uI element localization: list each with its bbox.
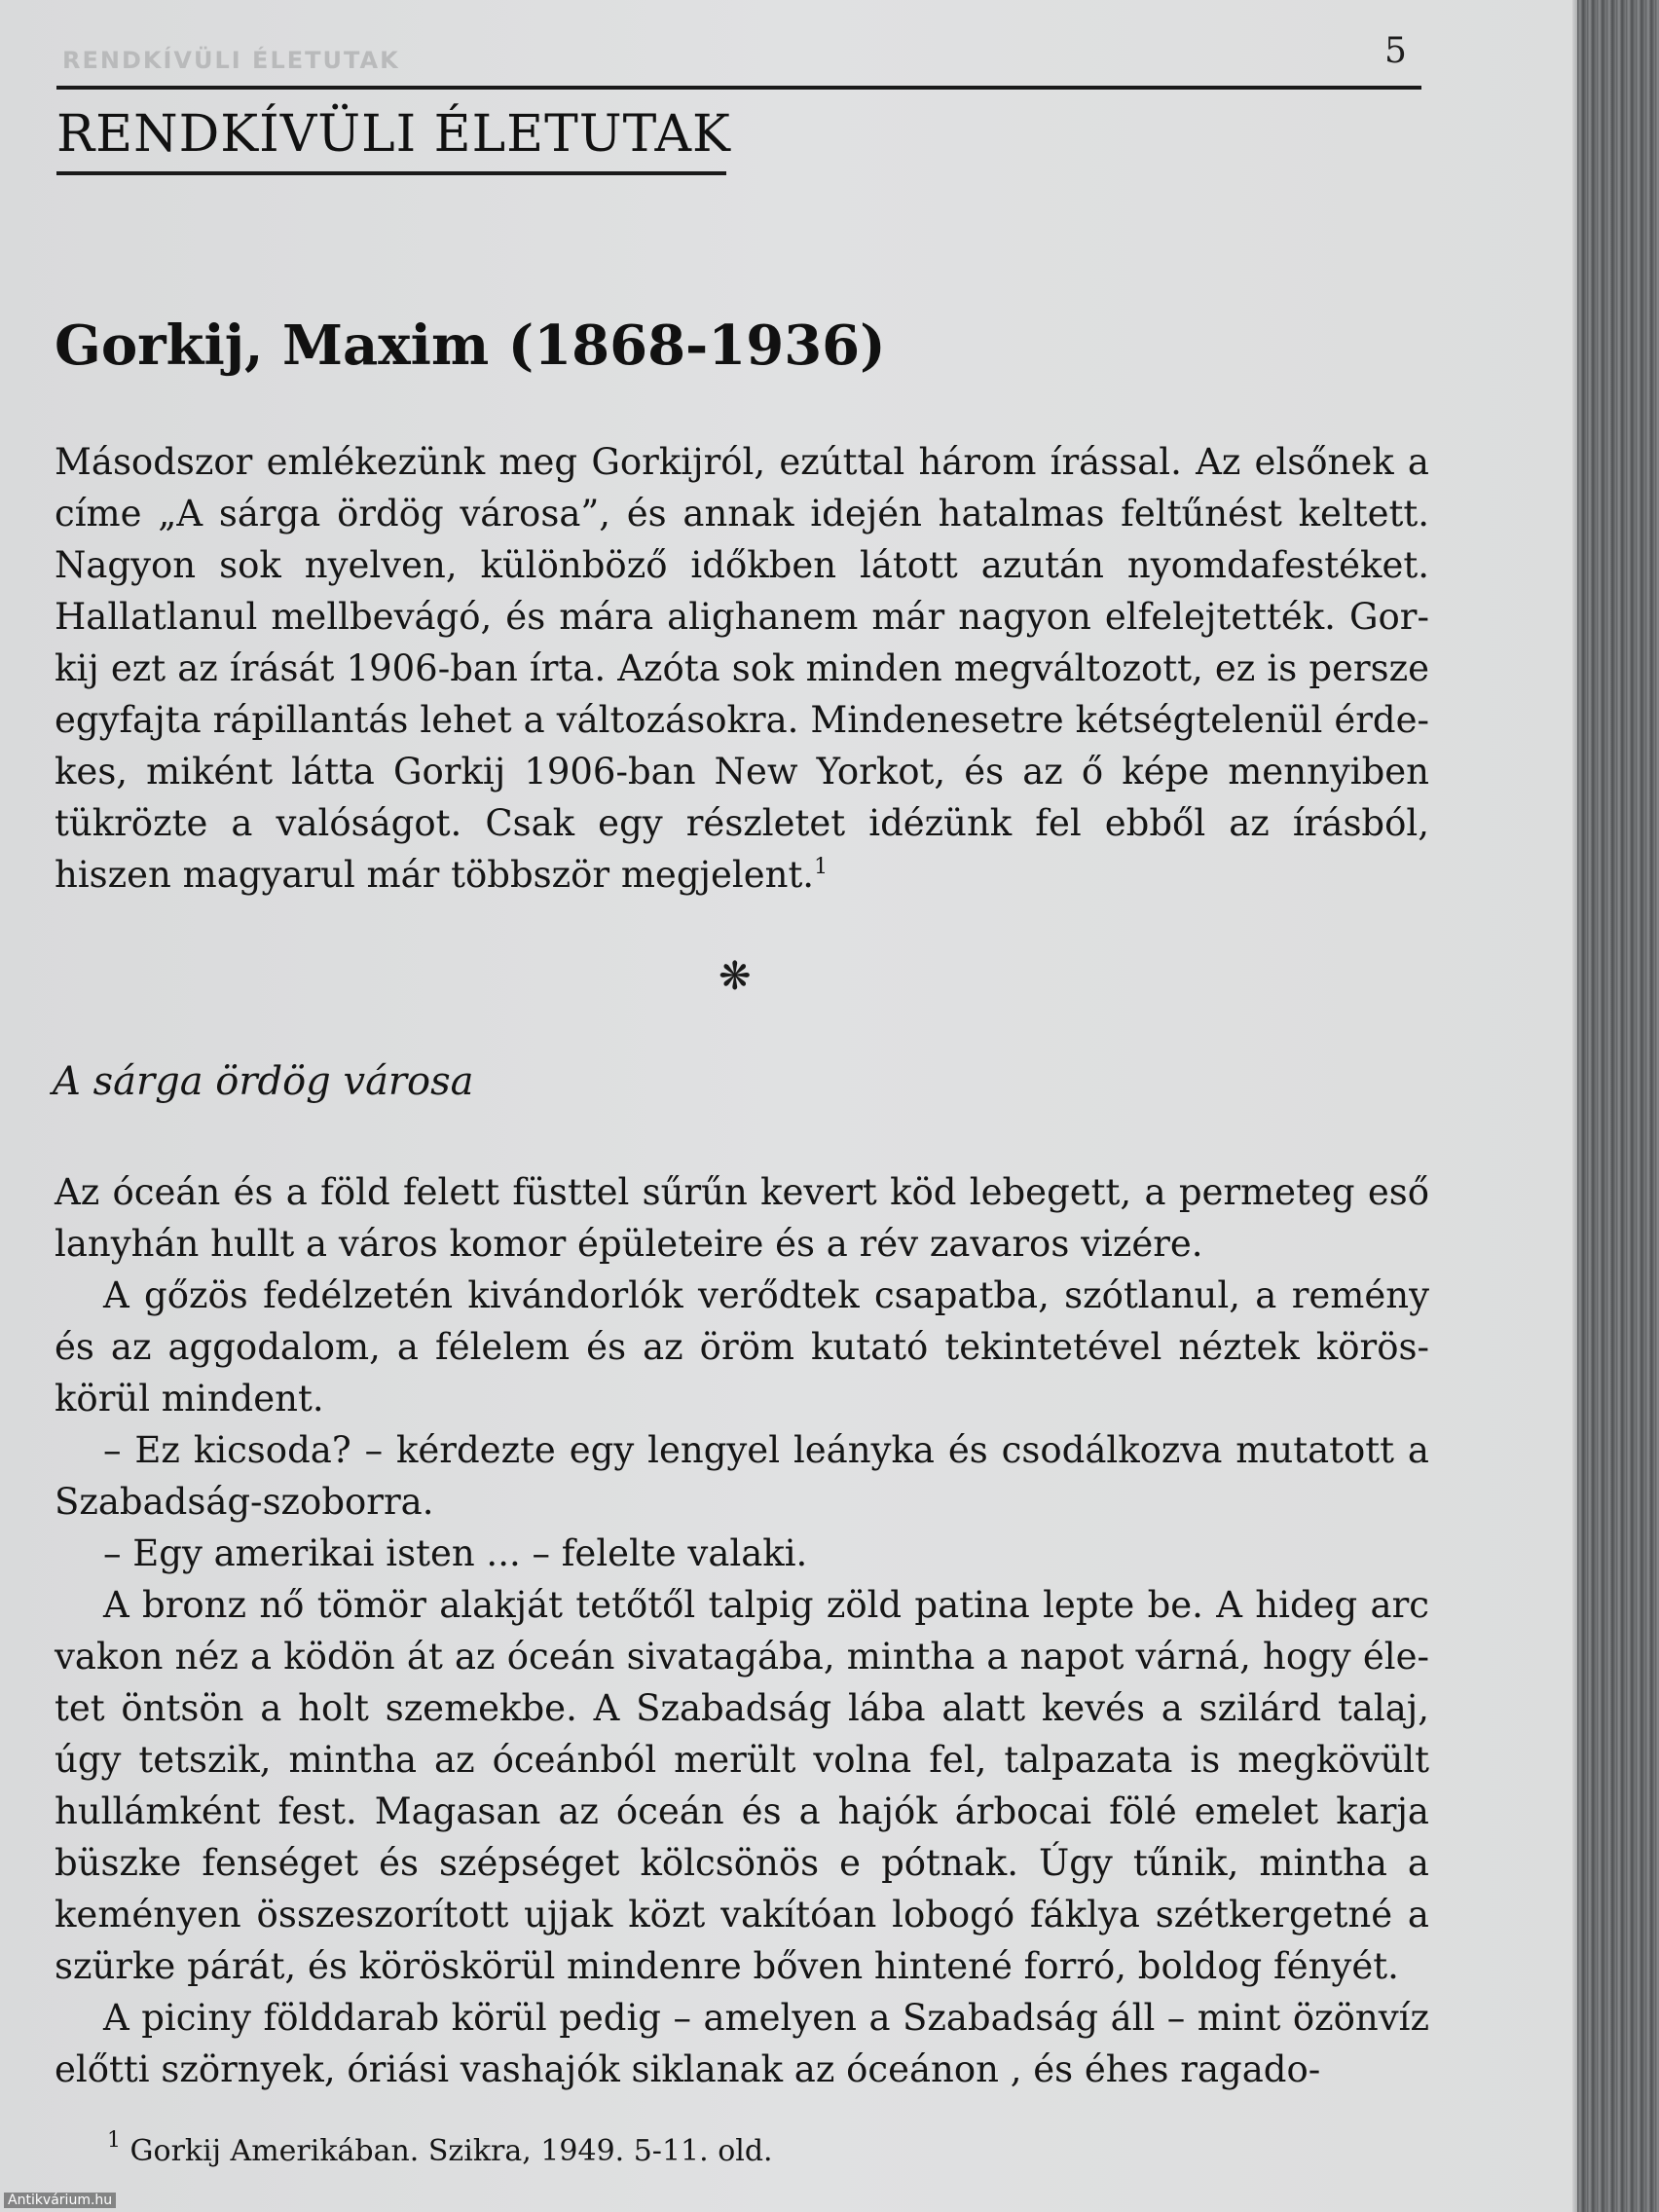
intro-text: Másodszor emlékezünk meg Gorkijról, ezúttal három írással. Az elsőnek a címe „A sárga ördög városa”, és annak idején hatalmas feltűnést keltett. Nagyon sok nyelven, különböző időkben látott azután nyomdafestéket. Hallatlanul mellbevágó, és mára alighanem már nagyon elfelejtették. Gorkij ezt az írását 1906-ban írta. Azóta sok minden megváltozott, ez is persze egyfajta rápillantás lehet a változásokra. Mindenesetre kétségtelenül érdekes, miként látta Gorkij 1906-ban New Yorkot, és az ő képe mennyiben tükrözte a valóságot. Csak egy részletet idézünk fel ebből az írásból, hiszen magyarul már többször megjelent.	[55, 441, 1429, 896]
story-title: A sárga ördög városa	[53, 1059, 474, 1104]
footnote-reference: 1	[814, 855, 829, 879]
story-paragraph: A piciny földdarab körül pedig – amelyen a Szabadság áll – mint özönvíz előtti szörnyek, óriási vashajók siklanak az óceánon , és éhes ragado-	[55, 1997, 1429, 2090]
article-heading: Gorkij, Maxim (1868-1936)	[55, 313, 886, 378]
header-rule	[56, 86, 1421, 90]
intro-paragraph	[55, 436, 1429, 901]
story-paragraph: A gőzös fedélzetén kivándorlók verődtek csapatba, szótlanul, a remény és az aggodalom, a félelem és az öröm kutató tekintetével néztek köröskörül mindent.	[55, 1274, 1429, 1419]
footnote	[107, 2128, 773, 2168]
footnote-text: Gorkij Amerikában. Szikra, 1949. 5-11. old.	[129, 2134, 773, 2168]
running-head: RENDKÍVÜLI ÉLETUTAK	[62, 47, 400, 74]
page-number: 5	[1384, 31, 1407, 71]
story-paragraph: A bronz nő tömör alakját tetőtől talpig zöld patina lepte be. A hideg arc vakon néz a ködön át az óceán sivatagába, mintha a napot várná, hogy életet öntsön a holt szemekbe. A Szabadság lába alatt kevés a szilárd talaj, úgy tetszik, mintha az óceánból merült volna fel, talpazata is megkövült hullámként fest. Magasan az óceán és a hajók árbocai fölé emelet karja büszke fenséget és szépséget kölcsönös e pótnak. Úgy tűnik, mintha a keményen összeszorított ujjak közt vakítóan lobogó fáklya szétkergetné a szürke párát, és köröskörül mindenre bőven hintené forró, boldog fényét.	[55, 1584, 1429, 1987]
footnote-number: 1	[107, 2128, 121, 2153]
watermark: Antikvárium.hu	[4, 2193, 116, 2208]
story-body	[55, 1166, 1429, 2095]
story-paragraph: Az óceán és a föld felett füsttel sűrűn kevert köd lebegett, a permeteg eső lanyhán hullt a város komor épületeire és a rév zavaros vizére.	[55, 1171, 1429, 1265]
asterisk-ornament-icon: ❋	[719, 954, 752, 999]
section-title-underline	[56, 171, 726, 175]
book-spine	[1577, 0, 1659, 2212]
story-paragraph: – Ez kicsoda? – kérdezte egy lengyel leányka és csodálkozva mutatott a Szabadság-szoborra.	[55, 1429, 1429, 1523]
story-paragraph: – Egy amerikai isten ... – felelte valaki.	[103, 1532, 808, 1574]
section-title: RENDKÍVÜLI ÉLETUTAK	[56, 105, 731, 164]
